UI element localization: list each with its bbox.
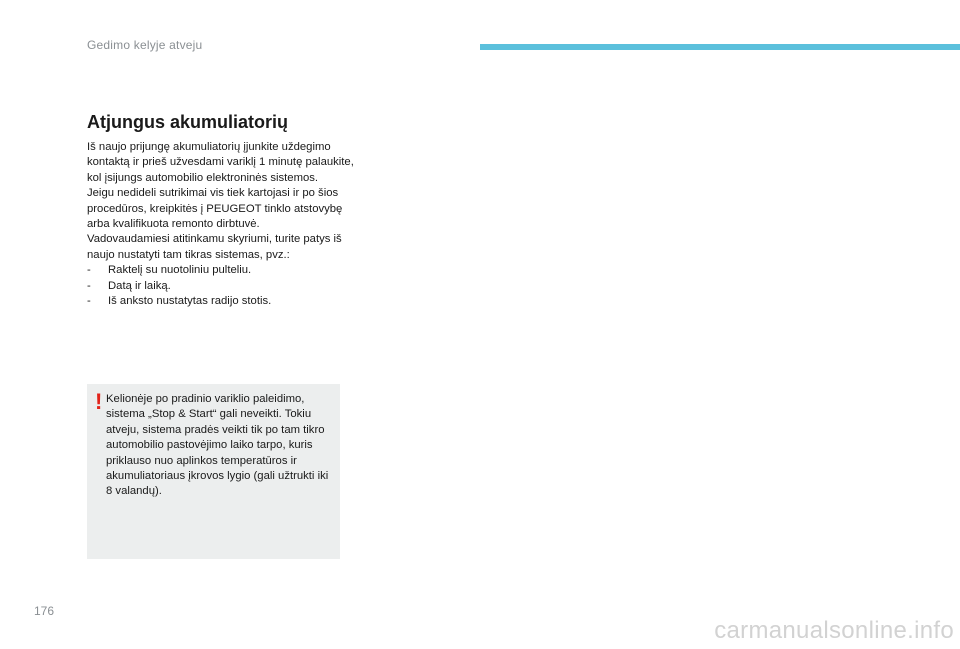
list-item-label: Datą ir laiką. <box>108 279 171 292</box>
warning-text: Kelionėje po pradinio variklio paleidimo, sistema „Stop & Start“ gali neveikti. Tokiu atveju, sistema pradės veikti tik po tam tikro automobilio pastovėjimo laiko tarpo, kuris priklauso nuo aplinkos temperatūros ir akumuliatoriaus įkrovos lygio (gali užtrukti iki 8 valandų). <box>106 393 329 498</box>
list-item <box>87 263 357 278</box>
section-header-title: Gedimo kelyje atveju <box>87 38 203 52</box>
page-title: Atjungus akumuliatorių <box>87 112 289 132</box>
paragraph-dealer: Jeigu nedideli sutrikimai vis tiek kartojasi ir po šios procedūros, kreipkitės į PEUGEOT tinklo atstovybę arba kvalifikuota remonto dirbtuvė. <box>87 187 343 231</box>
watermark: carmanualsonline.info <box>714 617 954 644</box>
reset-list <box>87 263 357 309</box>
list-marker: - <box>87 295 91 308</box>
list-marker: - <box>87 264 91 277</box>
list-item-label: Iš anksto nustatytas radijo stotis. <box>108 295 272 308</box>
page-number: 176 <box>34 604 55 618</box>
exclamation-icon: ! <box>95 389 103 414</box>
list-item <box>87 294 357 309</box>
body-text <box>87 140 357 309</box>
warning-box <box>87 384 340 559</box>
header-accent-bar <box>480 44 960 50</box>
paragraph-reconnect: Iš naujo prijungę akumuliatorių įjunkite uždegimo kontaktą ir prieš užvesdami variklį 1 minutę palaukite, kol įsijungs automobilio elektroninės sistemos. <box>87 141 354 184</box>
paragraph-reset-systems: Vadovaudamiesi atitinkamu skyriumi, turite patys iš naujo nustatyti tam tikras sistemas, pvz.: <box>87 233 342 261</box>
list-item <box>87 279 357 294</box>
list-item-label: Raktelį su nuotoliniu pulteliu. <box>108 264 252 277</box>
list-marker: - <box>87 279 91 292</box>
